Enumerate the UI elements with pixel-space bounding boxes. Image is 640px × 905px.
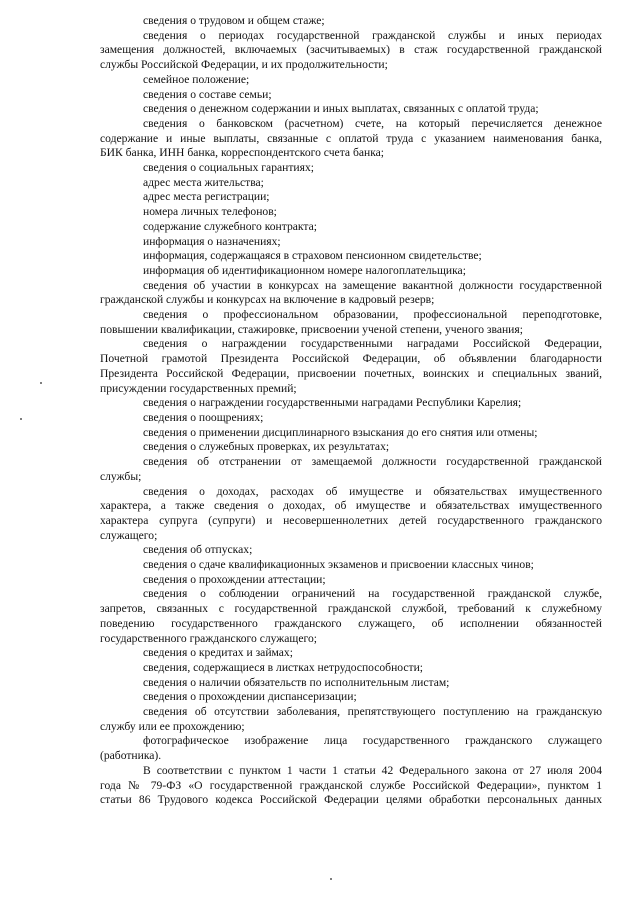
document-body [100, 14, 602, 808]
paragraph [100, 396, 602, 411]
paragraph [100, 558, 602, 573]
paragraph [100, 176, 602, 191]
text-line: сведения о доходах, расходах об имуществе и обязательствах имущественного [143, 484, 602, 498]
paragraph [100, 29, 602, 73]
text-line: государственного гражданского служащего; [100, 631, 317, 645]
text-line: фотографическое изображение лица государственного гражданского служащего [143, 734, 602, 748]
text-line: содержание служебного контракта; [143, 219, 317, 233]
scan-speck [40, 382, 42, 384]
paragraph [100, 764, 602, 808]
text-line: характера супруга (супруги) и несовершеннолетних детей государственного гражданского [100, 513, 602, 527]
text-line: сведения об отпусках; [143, 543, 253, 557]
paragraph [100, 587, 602, 646]
text-line: Президента Российской Федерации, присвоении почетных, воинских и специальных званий, [100, 366, 602, 380]
scan-speck [20, 418, 22, 420]
paragraph [100, 426, 602, 441]
text-line: замещения должностей, включаемых (засчитываемых) в стаж государственной гражданской [100, 43, 602, 57]
text-line: сведения о применении дисциплинарного взыскания до его снятия или отмены; [143, 425, 538, 439]
text-line: сведения об отстранении от замещаемой должности государственной гражданской [143, 455, 602, 469]
text-line: сведения о периодах государственной гражданской службы и иных периодах [143, 28, 602, 42]
paragraph [100, 646, 602, 661]
paragraph [100, 14, 602, 29]
text-line: поведению государственного гражданского служащего, об исполнении обязанностей [100, 616, 602, 630]
text-line: сведения о прохождении диспансеризации; [143, 690, 357, 704]
paragraph [100, 690, 602, 705]
text-line: сведения о кредитах и займах; [143, 646, 293, 660]
text-line: БИК банка, ИНН банка, корреспондентского счета банка; [100, 146, 385, 160]
paragraph [100, 485, 602, 544]
text-line: повышении квалификации, стажировке, присвоении ученой степени, ученого звания; [100, 322, 523, 336]
paragraph [100, 88, 602, 103]
text-line: сведения о соблюдении ограничений на государственной гражданской службе, [143, 587, 602, 601]
text-line: характера, а также сведения о доходах, об имуществе и обязательствах имущественного [100, 499, 602, 513]
paragraph [100, 235, 602, 250]
text-line: содержание и иные выплаты, связанные с оплатой труда с указанием наименования банка, [100, 131, 602, 145]
paragraph [100, 734, 602, 763]
paragraph [100, 308, 602, 337]
text-line: сведения о социальных гарантиях; [143, 161, 314, 175]
text-line: сведения о наличии обязательств по исполнительным листам; [143, 675, 450, 689]
paragraph [100, 102, 602, 117]
paragraph [100, 573, 602, 588]
text-line: (работника). [100, 749, 162, 763]
paragraph [100, 73, 602, 88]
paragraph [100, 205, 602, 220]
text-line: сведения о награждении государственными наградами Российской Федерации, [143, 337, 602, 351]
text-line: номера личных телефонов; [143, 205, 277, 219]
paragraph [100, 279, 602, 308]
text-line: сведения об участии в конкурсах на замещение вакантной должности государственной [143, 278, 602, 292]
paragraph [100, 220, 602, 235]
paragraph [100, 411, 602, 426]
text-line: адрес места регистрации; [143, 190, 270, 204]
text-line: сведения о поощрениях; [143, 410, 264, 424]
text-line: адрес места жительства; [143, 175, 264, 189]
paragraph [100, 249, 602, 264]
text-line: службу или ее прохождению; [100, 719, 245, 733]
text-line: сведения о трудовом и общем стаже; [143, 14, 325, 27]
text-line: сведения о прохождении аттестации; [143, 572, 326, 586]
paragraph [100, 543, 602, 558]
scan-speck [330, 878, 332, 880]
text-line: службы; [100, 469, 142, 483]
text-line: служащего; [100, 528, 158, 542]
text-line: сведения о профессиональном образовании, профессиональной переподготовке, [143, 308, 602, 322]
paragraph [100, 190, 602, 205]
text-line: Почетной грамотой Президента Российской Федерации, об объявлении благодарности [100, 352, 602, 366]
text-line: семейное положение; [143, 72, 250, 86]
text-line: информация, содержащаяся в страховом пенсионном свидетельстве; [143, 249, 482, 263]
paragraph [100, 440, 602, 455]
text-line: сведения об отсутствии заболевания, препятствующего поступлению на гражданскую [143, 705, 602, 719]
text-line: сведения о награждении государственными наградами Республики Карелия; [143, 396, 522, 410]
text-line: сведения о сдаче квалификационных экзаменов и присвоении классных чинов; [143, 558, 534, 572]
paragraph [100, 661, 602, 676]
text-line: гражданской службы и конкурсах на включение в кадровый резерв; [100, 293, 435, 307]
text-line: информация о назначениях; [143, 234, 281, 248]
text-line: присуждении государственных премий; [100, 381, 297, 395]
paragraph [100, 676, 602, 691]
text-line: сведения о составе семьи; [143, 87, 272, 101]
text-line: службы Российской Федерации, и их продолжительности; [100, 58, 388, 72]
paragraph [100, 117, 602, 161]
text-line: сведения о денежном содержании и иных выплатах, связанных с оплатой труда; [143, 102, 539, 116]
text-line: сведения о банковском (расчетном) счете, на который перечисляется денежное [143, 116, 602, 130]
paragraph [100, 705, 602, 734]
text-line: сведения о служебных проверках, их результатах; [143, 440, 390, 454]
paragraph [100, 264, 602, 279]
paragraph [100, 337, 602, 396]
text-line: запретов, связанных с государственной гражданской службой, требований к служебному [100, 602, 602, 616]
paragraph [100, 455, 602, 484]
text-line: сведения, содержащиеся в листках нетрудоспособности; [143, 660, 424, 674]
text-line: года № 79-ФЗ «О государственной гражданской службе Российской Федерации», пунктом 1 [100, 778, 602, 792]
text-line: В соответствии с пунктом 1 части 1 статьи 42 Федерального закона от 27 июля 2004 [143, 763, 602, 777]
text-line: статьи 86 Трудового кодекса Российской Федерации целями обработки персональных данных [100, 793, 602, 807]
paragraph [100, 161, 602, 176]
text-line: информация об идентификационном номере налогоплательщика; [143, 263, 466, 277]
